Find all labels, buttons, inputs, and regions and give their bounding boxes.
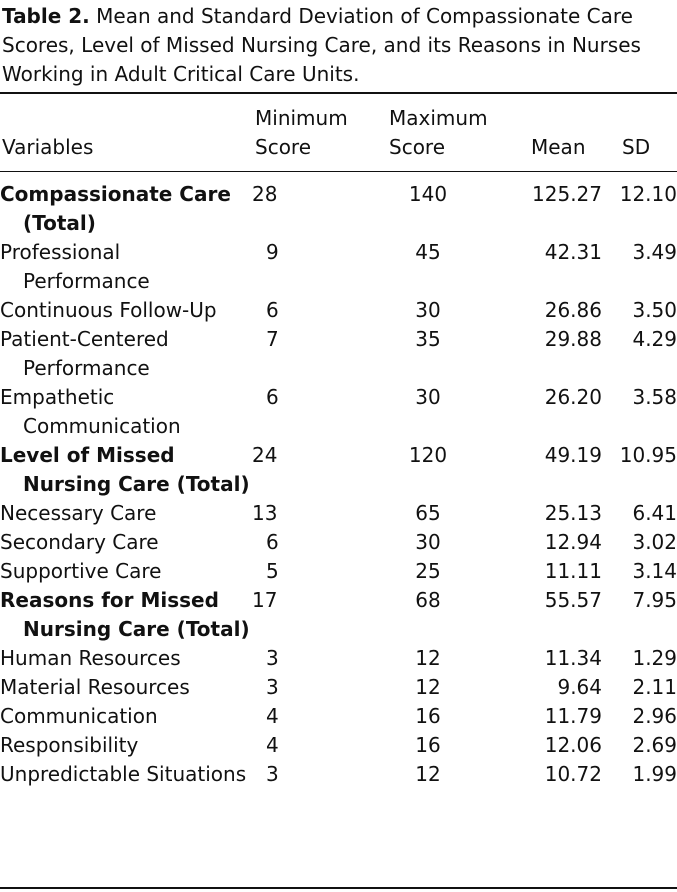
minimum-score-value: 13 — [252, 501, 278, 525]
cell-minimum-score — [252, 325, 386, 383]
cell-sd: 4.29 — [632, 327, 677, 351]
cell-variable — [0, 499, 252, 528]
variable-label: Communication — [0, 704, 158, 728]
cell-variable — [0, 731, 252, 760]
cell-maximum-score: 65 — [415, 501, 441, 525]
header-maximum-score: Maximum Score — [389, 106, 488, 159]
cell-mean: 12.06 — [544, 733, 602, 757]
table-row — [0, 586, 677, 644]
table-caption-text: Mean and Standard Deviation of Compassionate Care Scores, Level of Missed Nursing Care, and its Reasons in Nurses Working in Adult Critical Care Units. — [2, 4, 641, 86]
table-row — [0, 673, 677, 702]
table-row — [0, 528, 677, 557]
table-row — [0, 557, 677, 586]
cell-maximum-score: 12 — [415, 675, 441, 699]
cell-maximum-score: 45 — [415, 240, 441, 264]
table-row — [0, 180, 677, 238]
cell-sd: 10.95 — [619, 443, 677, 467]
minimum-score-value: 4 — [266, 733, 279, 757]
variable-label: Continuous Follow-Up — [0, 298, 217, 322]
variable-label: Empathetic Communication — [0, 385, 181, 438]
cell-sd: 1.99 — [632, 762, 677, 786]
cell-mean: 25.13 — [544, 501, 602, 525]
cell-mean: 49.19 — [544, 443, 602, 467]
variable-label: Level of Missed Nursing Care (Total) — [0, 443, 250, 496]
table-row — [0, 238, 677, 296]
table-row — [0, 731, 677, 760]
cell-maximum-score: 30 — [415, 385, 441, 409]
cell-maximum-score: 140 — [408, 182, 448, 206]
cell-sd: 2.96 — [632, 704, 677, 728]
bottom-rule — [0, 887, 677, 889]
variable-label: Compassionate Care (Total) — [0, 182, 231, 235]
minimum-score-value: 6 — [266, 298, 279, 322]
cell-maximum-score: 16 — [415, 704, 441, 728]
variable-label: Supportive Care — [0, 559, 162, 583]
cell-maximum-score: 68 — [415, 588, 441, 612]
cell-minimum-score — [252, 441, 386, 499]
cell-sd: 1.29 — [632, 646, 677, 670]
minimum-score-value: 3 — [266, 762, 279, 786]
cell-variable — [0, 586, 252, 644]
cell-minimum-score — [252, 673, 386, 702]
variable-label: Material Resources — [0, 675, 190, 699]
top-rule — [0, 92, 677, 94]
table-row — [0, 702, 677, 731]
cell-minimum-score — [252, 383, 386, 441]
cell-mean: 12.94 — [544, 530, 602, 554]
cell-mean: 10.72 — [544, 762, 602, 786]
cell-minimum-score — [252, 702, 386, 731]
cell-variable — [0, 383, 252, 441]
minimum-score-value: 7 — [266, 327, 279, 351]
variable-label: Professional Performance — [0, 240, 150, 293]
cell-mean: 26.86 — [544, 298, 602, 322]
cell-variable — [0, 238, 252, 296]
cell-sd: 2.11 — [632, 675, 677, 699]
cell-minimum-score — [252, 557, 386, 586]
minimum-score-value: 5 — [266, 559, 279, 583]
table-row — [0, 325, 677, 383]
header-rule — [0, 171, 677, 172]
cell-maximum-score: 16 — [415, 733, 441, 757]
variable-label: Patient-Centered Performance — [0, 327, 169, 380]
cell-sd: 3.14 — [632, 559, 677, 583]
cell-minimum-score — [252, 528, 386, 557]
cell-variable — [0, 528, 252, 557]
cell-minimum-score — [252, 296, 386, 325]
cell-sd: 12.10 — [619, 182, 677, 206]
minimum-score-value: 6 — [266, 385, 279, 409]
cell-mean: 125.27 — [532, 182, 602, 206]
minimum-score-value: 17 — [252, 588, 278, 612]
cell-mean: 55.57 — [544, 588, 602, 612]
table-row — [0, 296, 677, 325]
table-row — [0, 441, 677, 499]
cell-sd: 3.49 — [632, 240, 677, 264]
header-variables: Variables — [2, 135, 94, 159]
cell-mean: 26.20 — [544, 385, 602, 409]
cell-minimum-score — [252, 499, 386, 528]
table-row — [0, 383, 677, 441]
cell-minimum-score — [252, 644, 386, 673]
table-row — [0, 499, 677, 528]
cell-variable — [0, 325, 252, 383]
cell-sd: 3.50 — [632, 298, 677, 322]
minimum-score-value: 3 — [266, 675, 279, 699]
cell-minimum-score — [252, 180, 386, 238]
variable-label: Secondary Care — [0, 530, 159, 554]
minimum-score-value: 4 — [266, 704, 279, 728]
cell-maximum-score: 35 — [415, 327, 441, 351]
minimum-score-value: 24 — [252, 443, 278, 467]
minimum-score-value: 28 — [252, 182, 278, 206]
cell-maximum-score: 25 — [415, 559, 441, 583]
cell-variable — [0, 441, 252, 499]
cell-maximum-score: 120 — [408, 443, 448, 467]
cell-sd: 7.95 — [632, 588, 677, 612]
table-caption-label: Table 2. — [2, 4, 90, 28]
minimum-score-value: 9 — [266, 240, 279, 264]
cell-variable — [0, 557, 252, 586]
data-table — [0, 180, 677, 789]
cell-mean: 42.31 — [544, 240, 602, 264]
variable-label: Unpredictable Situations — [0, 762, 247, 786]
variable-label: Necessary Care — [0, 501, 157, 525]
cell-mean: 11.79 — [544, 704, 602, 728]
cell-sd: 3.02 — [632, 530, 677, 554]
cell-minimum-score — [252, 731, 386, 760]
header-sd: SD — [622, 135, 651, 159]
table-row — [0, 760, 677, 789]
cell-variable — [0, 180, 252, 238]
cell-maximum-score: 12 — [415, 646, 441, 670]
cell-maximum-score: 30 — [415, 298, 441, 322]
cell-minimum-score — [252, 238, 386, 296]
cell-minimum-score — [252, 760, 386, 789]
cell-variable — [0, 702, 252, 731]
minimum-score-value: 3 — [266, 646, 279, 670]
cell-mean: 29.88 — [544, 327, 602, 351]
minimum-score-value: 6 — [266, 530, 279, 554]
variable-label: Reasons for Missed Nursing Care (Total) — [0, 588, 250, 641]
cell-sd: 6.41 — [632, 501, 677, 525]
cell-sd: 2.69 — [632, 733, 677, 757]
header-mean: Mean — [531, 135, 586, 159]
table-body — [0, 180, 677, 789]
table-caption — [2, 2, 672, 89]
cell-minimum-score — [252, 586, 386, 644]
cell-mean: 9.64 — [557, 675, 602, 699]
cell-maximum-score: 30 — [415, 530, 441, 554]
cell-maximum-score: 12 — [415, 762, 441, 786]
cell-variable — [0, 296, 252, 325]
variable-label: Human Resources — [0, 646, 181, 670]
cell-variable — [0, 673, 252, 702]
variable-label: Responsibility — [0, 733, 139, 757]
header-minimum-score: Minimum Score — [255, 106, 348, 159]
cell-mean: 11.11 — [544, 559, 602, 583]
cell-mean: 11.34 — [544, 646, 602, 670]
table-row — [0, 644, 677, 673]
cell-sd: 3.58 — [632, 385, 677, 409]
cell-variable — [0, 644, 252, 673]
cell-variable — [0, 760, 252, 789]
